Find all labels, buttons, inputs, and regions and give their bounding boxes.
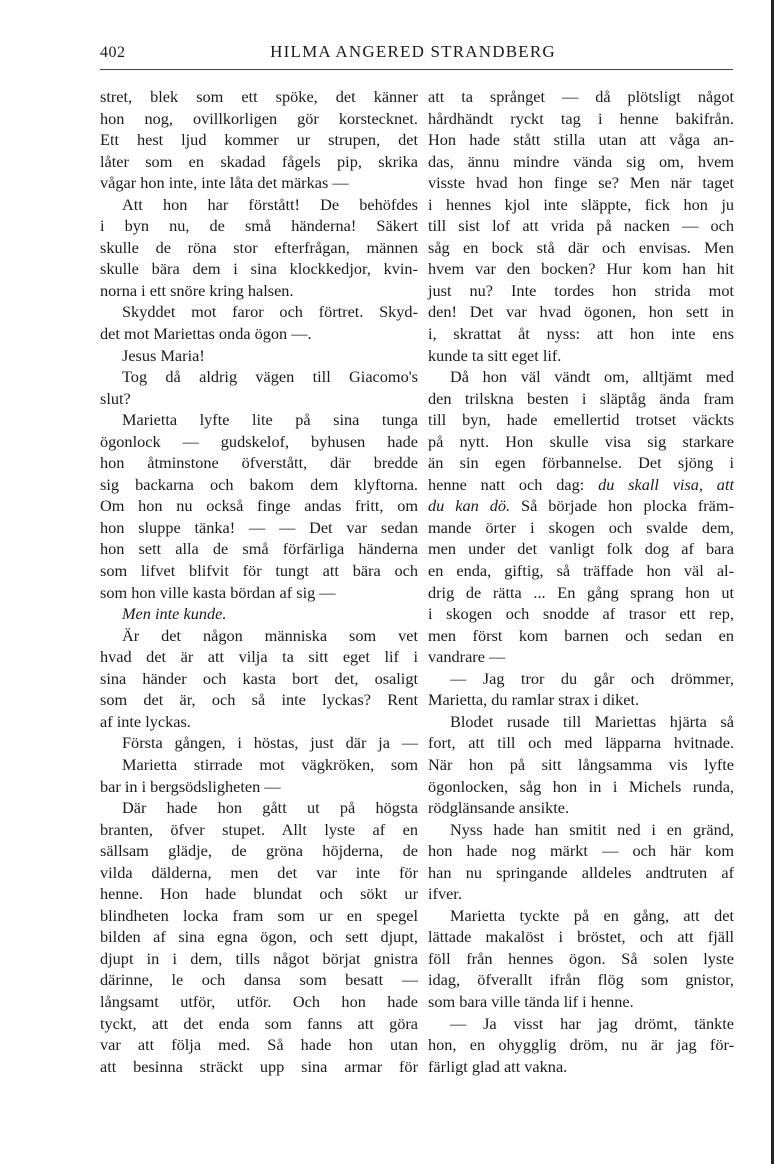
text-line: hvem var den bocken? Hur kom han hit [428, 259, 734, 279]
text-line: das, ännu mindre vända sig om, hvem [428, 151, 734, 171]
text-line: vilda dälderna, men det var inte för [100, 862, 418, 882]
page-number: 402 [100, 44, 126, 61]
text-line: låter som en skadad fågels pip, skrika [100, 151, 418, 171]
text-line: vågar hon inte, inte låta det märkas — [100, 173, 349, 193]
text-line: såg en bock stå där och envisas. Men [428, 237, 734, 257]
text-line: men först kom barnen och sedan en [428, 625, 734, 645]
text-line: just nu? Inte tordes hon strida mot [428, 280, 734, 300]
text-line: långsamt utför, utför. Och hon hade [100, 991, 418, 1011]
text-line: af inte lyckas. [100, 711, 191, 731]
text-line: hårdhändt ryckt tag i henne bakifrån. [428, 108, 734, 128]
text-line: fort, att till och med läpparna hvitnade. [428, 733, 734, 753]
text-line: Är det någon människa som vet [122, 625, 418, 645]
text-line: stret, blek som ett spöke, det känner [100, 87, 418, 106]
text-line: sina händer och kasta bort det, osaligt [100, 668, 418, 688]
text-line: vandrare — [428, 647, 506, 667]
text-line: idag, öfverallt ifrån flög som gnistor, [428, 970, 734, 990]
text-line: i byn nu, de små händerna! Säkert [100, 216, 418, 236]
text-line: att ta språnget — då plötsligt något [428, 87, 734, 106]
text-line: norna i ett snöre kring halsen. [100, 280, 294, 300]
text-line: Jesus Maria! [122, 345, 205, 365]
text-line: en enda, giftig, så träffade hon väl al- [428, 561, 734, 581]
text-line: som bara ville tända lif i henne. [428, 991, 634, 1011]
text-line: den trilskna besten i släptåg ända fram [428, 388, 734, 408]
text-line: drig de rätta ... En gång sprang hon ut [428, 582, 734, 602]
text-line: tyckt, att det enda som fanns att göra [100, 1013, 418, 1033]
text-line: till byn, hade emellertid trotset väckts [428, 410, 734, 430]
text-line: henne natt och dag: du skall visa, att [428, 474, 734, 494]
text-line: i hennes kjol inte släppte, fick hon ju [428, 194, 734, 214]
text-line: i, skrattat åt nyss: att hon inte ens [428, 324, 734, 344]
text-line: hon hade nog märkt — och här kom [428, 841, 734, 861]
text-line: var att följa med. Så hade hon utan [100, 1035, 418, 1055]
text-line: som det är, och så inte lyckas? Rent [100, 690, 418, 710]
text-line: bilden af sina egna ögon, och sett djupt, [100, 927, 418, 947]
text-line: i skogen och snodde af trasor ett rep, [428, 604, 734, 624]
text-line: Marietta stirrade mot vägkröken, som [122, 754, 418, 774]
text-line: sig backarna och bakom dem klyftorna. [100, 474, 418, 494]
text-line: Där hade hon gått ut på högsta [122, 798, 418, 818]
text-line: du kan dö. Så började hon plocka främ- [428, 496, 734, 516]
text-line: på nytt. Hon skulle visa sig starkare [428, 431, 734, 451]
text-line: men under det vanligt folk dog af bara [428, 539, 734, 559]
page-edge-border [771, 0, 774, 1164]
text-line: Att hon har förstått! De behöfdes [122, 194, 418, 214]
text-line: skulle de röna stor efterfrågan, männen [100, 237, 418, 257]
text-line: rödglänsande ansikte. [428, 798, 570, 818]
text-line: hvad det är att vilja ta sitt eget lif i [100, 647, 418, 667]
text-line: hon sett alla de små förfärliga händerna [100, 539, 418, 559]
text-line: Första gången, i höstas, just där ja — [122, 733, 418, 753]
text-line: slut? [100, 388, 131, 408]
running-title: HILMA ANGERED STRANDBERG [270, 42, 556, 61]
text-line: kunde ta sitt eget lif. [428, 345, 562, 365]
text-line: Marietta, du ramlar strax i diket. [428, 690, 640, 710]
text-line: Marietta lyfte lite på sina tunga [122, 410, 418, 430]
text-line: Skyddet mot faror och förtret. Skyd- [122, 302, 418, 322]
text-line: Nyss hade han smitit ned i en gränd, [450, 819, 734, 839]
text-column-left [100, 86, 418, 1077]
text-line: branten, öfver stupet. Allt lyste af en [100, 819, 418, 839]
text-line: djupt in i dem, tills något börjat gnistra [100, 948, 418, 968]
text-line: ögonlocken, såg hon in i Michels runda, [428, 776, 734, 796]
text-line: Om hon nu också finge andas fritt, om [100, 496, 418, 516]
text-line: Då hon väl vändt om, alltjämt med [450, 367, 734, 387]
text-line: färligt glad att vakna. [428, 1056, 568, 1076]
text-line: Ett hest ljud kommer ur strupen, det [100, 130, 418, 150]
text-line: som hon ville kasta bördan af sig — [100, 582, 336, 602]
text-line: hon åtminstone öfverstått, där bredde [100, 453, 418, 473]
text-line: blindheten locka fram som ur en spegel [100, 905, 418, 925]
text-line: hon, en ohygglig dröm, nu är jag för- [428, 1035, 734, 1055]
text-line: lättade makalöst i bröstet, och att fjäll [428, 927, 734, 947]
text-line: — Ja visst har jag drömt, tänkte [450, 1013, 734, 1033]
text-line: henne. Hon hade blundat och sökt ur [100, 884, 418, 904]
text-line: ifver. [428, 884, 462, 904]
text-line: den! Det var hvad ögonen, hon sett in [428, 302, 734, 322]
text-column-right [428, 86, 734, 1077]
header-rule [100, 69, 733, 70]
text-line: visste hvad hon finge se? Men när taget [428, 173, 734, 193]
text-line: det mot Mariettas onda ögon —. [100, 324, 312, 344]
text-line: därinne, le och dansa som besatt — [100, 970, 418, 990]
text-line: mande örter i skogen och svalde dem, [428, 517, 734, 537]
text-line: skulle bära dem i sina klockkedjor, kvin- [100, 259, 418, 279]
text-line: till sist lof att vrida på nacken — och [428, 216, 734, 236]
text-line: än sin egen förbannelse. Det sjöng i [428, 453, 734, 473]
text-line: föll från hennes ögon. Så solen lyste [428, 948, 734, 968]
text-line: som lifvet blifvit för tungt att bära och [100, 561, 418, 581]
text-line: Hon hade stått stilla utan att våga an- [428, 130, 734, 150]
text-line: När hon på sitt långsamma vis lyfte [428, 754, 734, 774]
text-line: han nu springande alldeles andtruten af [428, 862, 734, 882]
text-line: sällsam glädje, de gröna höjderna, de [100, 841, 418, 861]
text-line: bar in i bergsödsligheten — [100, 776, 281, 796]
text-line: Tog då aldrig vägen till Giacomo's [122, 367, 418, 387]
text-line: Marietta tyckte på en gång, att det [450, 905, 734, 925]
text-line: — Jag tror du går och drömmer, [450, 668, 734, 688]
text-line: Blodet rusade till Mariettas hjärta så [450, 711, 734, 731]
text-line: ögonlock — gudskelof, byhusen hade [100, 431, 418, 451]
text-line: Men inte kunde. [122, 604, 227, 624]
text-line: hon nog, ovillkorligen gör korstecknet. [100, 108, 418, 128]
text-line: att besinna sträckt upp sina armar för [100, 1056, 418, 1076]
text-line: hon sluppe tänka! — — Det var sedan [100, 517, 418, 537]
